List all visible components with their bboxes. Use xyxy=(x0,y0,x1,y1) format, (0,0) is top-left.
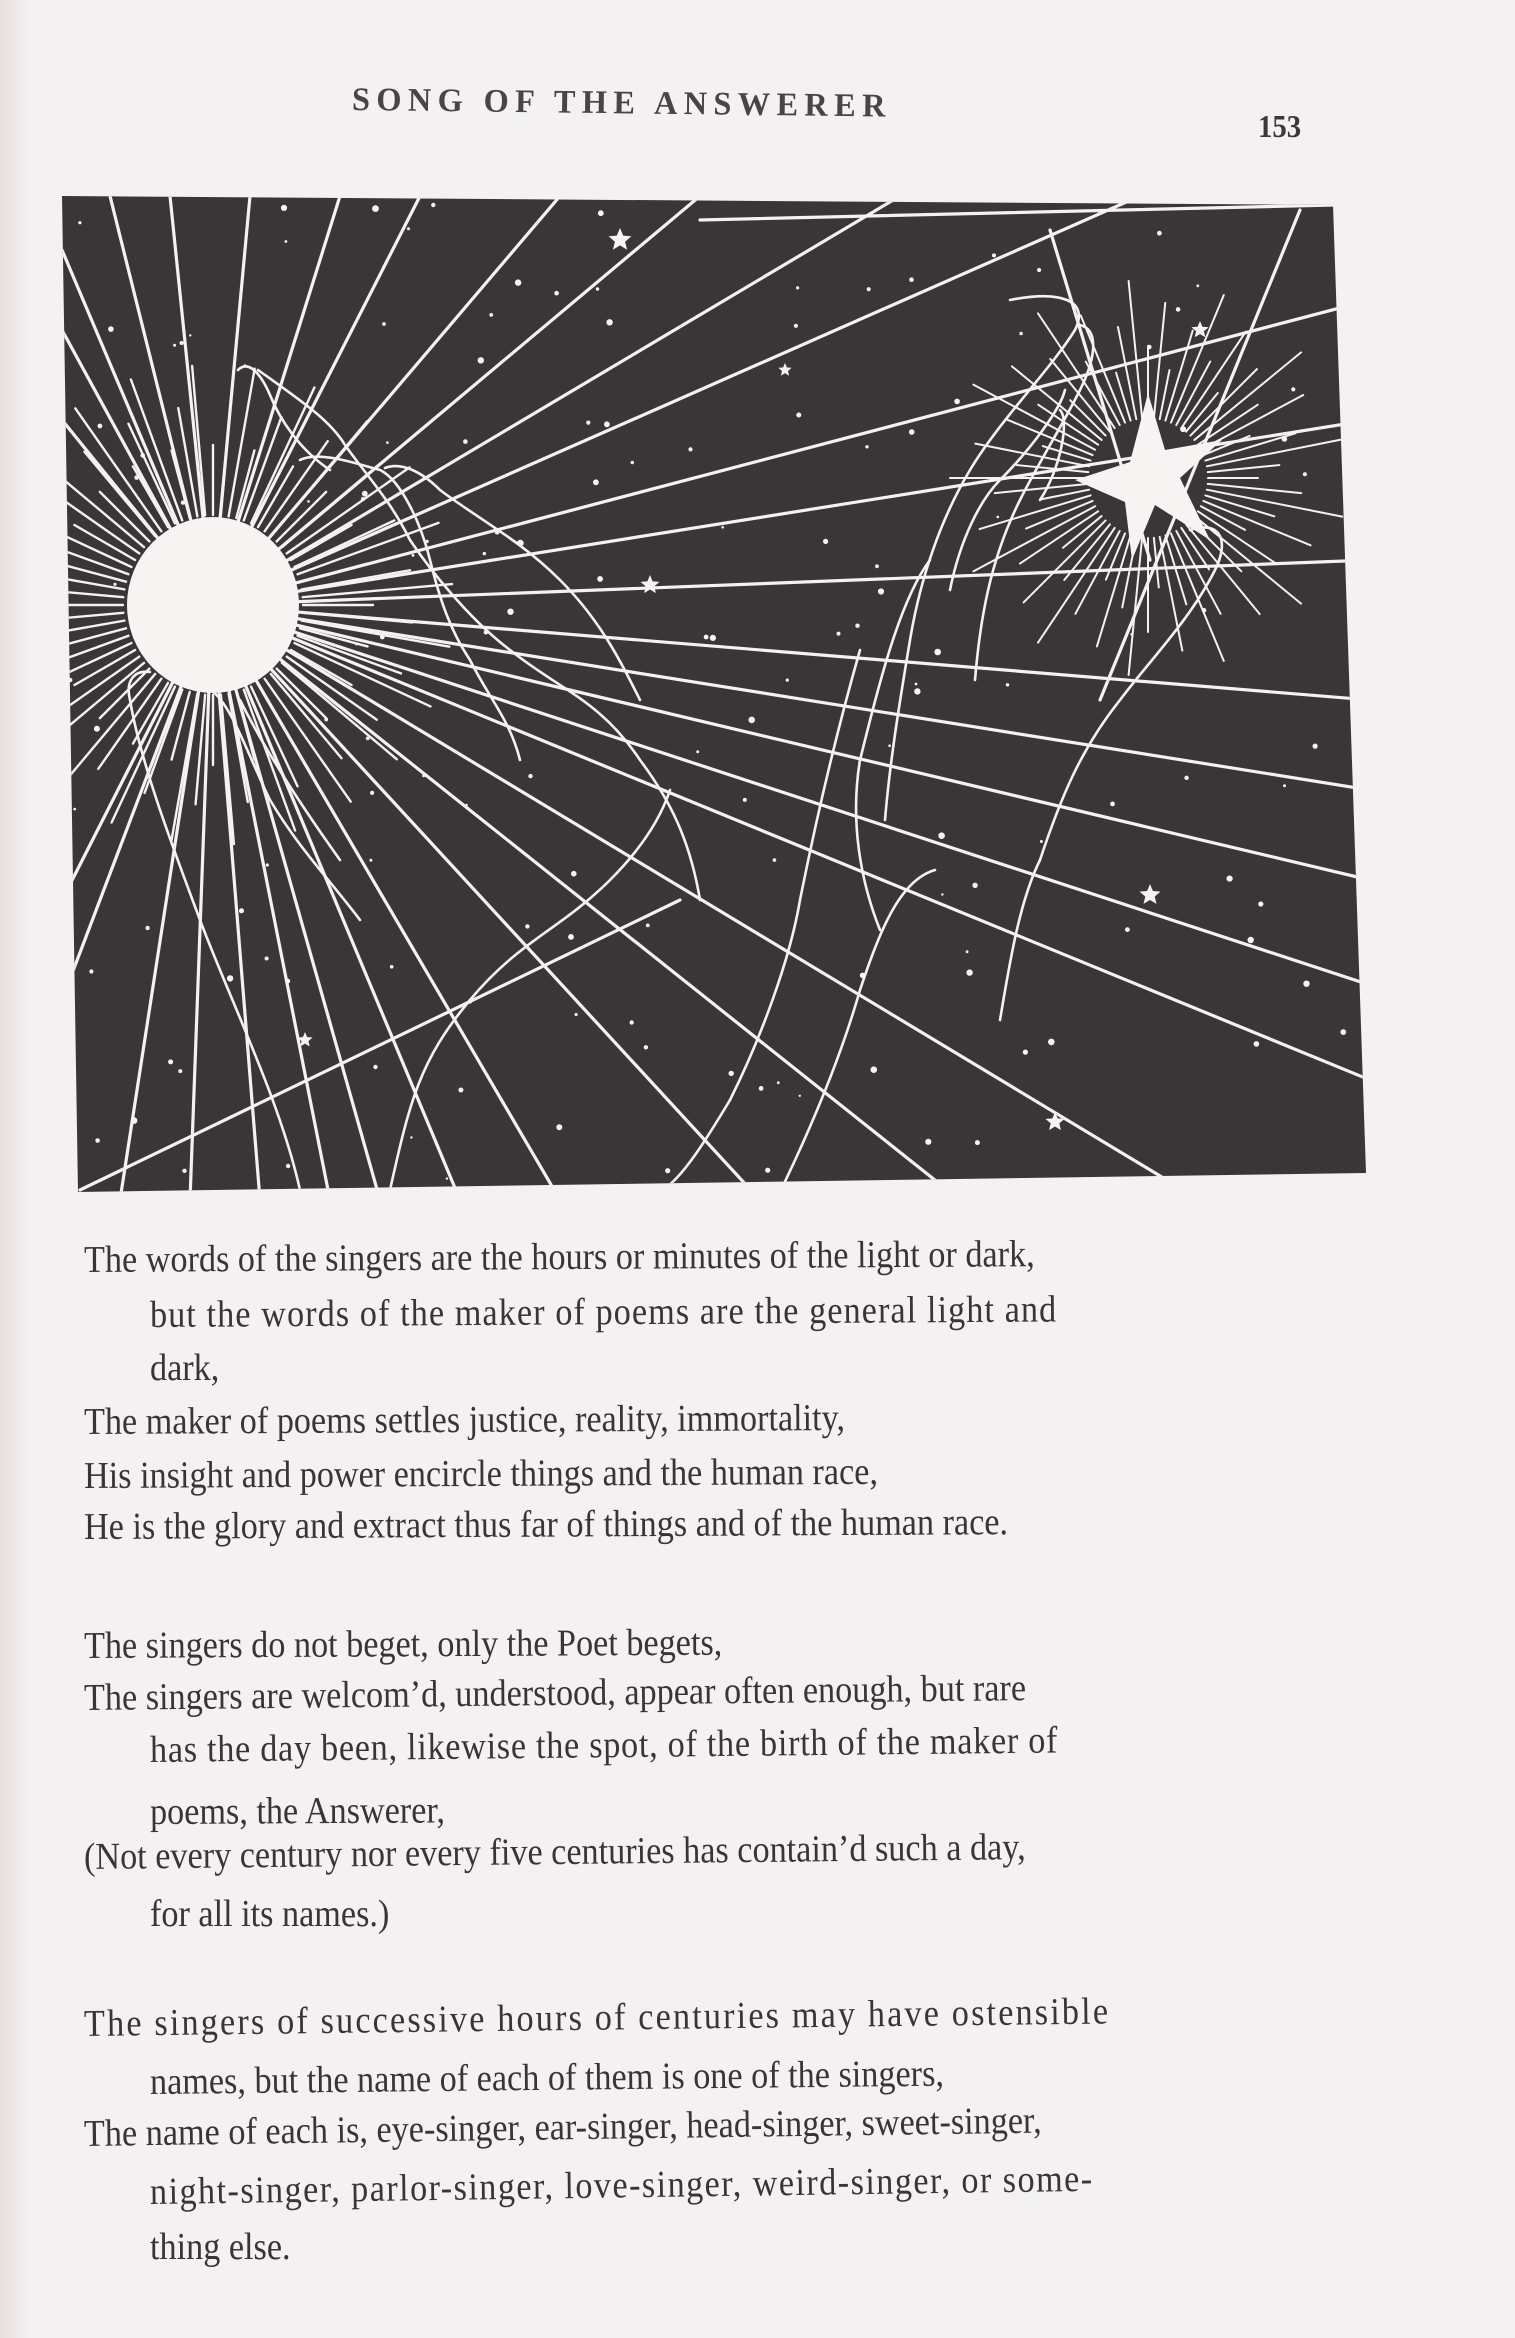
left-hand-outline xyxy=(129,366,700,1190)
page-edge-shadow xyxy=(0,0,28,2338)
poem-line: night-singer, parlor-singer, love-singer, weird-singer, or some- xyxy=(149,2157,1094,2213)
poem-line: (Not every century nor every five centuries has contain’d such a day, xyxy=(83,1826,1026,1878)
sun xyxy=(127,517,299,693)
poem-line: The name of each is, eye-singer, ear-singer, head-singer, sweet-singer, xyxy=(83,2099,1042,2155)
poem-line: His insight and power encircle things and the human race, xyxy=(83,1450,879,1497)
poem-line: thing else. xyxy=(150,2226,291,2268)
running-title: SONG OF THE ANSWERER xyxy=(351,82,893,125)
star-burst-rays xyxy=(950,281,1342,675)
page-number: 153 xyxy=(1258,108,1302,144)
poem-line: The maker of poems settles justice, reality, immortality, xyxy=(83,1397,846,1443)
illustration-frame xyxy=(62,196,1366,1192)
poem-line: He is the glory and extract thus far of things and of the human race. xyxy=(83,1501,1009,1548)
poem-line: dark, xyxy=(150,1347,220,1389)
poem-line: has the day been, likewise the spot, of the birth of the maker of xyxy=(149,1719,1059,1771)
poem-line: poems, the Answerer, xyxy=(149,1789,446,1833)
poem-line: The singers do not beget, only the Poet begets, xyxy=(83,1621,723,1667)
small-stars xyxy=(68,203,1346,1180)
right-hand-outline xyxy=(660,296,1222,1192)
bright-star xyxy=(1075,393,1222,560)
poem-line: but the words of the maker of poems are the general light and xyxy=(149,1288,1058,1336)
long-rays xyxy=(62,196,1370,1200)
poem-line: The singers are welcom’d, understood, appear often enough, but rare xyxy=(83,1667,1027,1719)
poem-line: names, but the name of each of them is one of the singers, xyxy=(149,2052,945,2103)
poem-line: for all its names.) xyxy=(150,1893,390,1935)
poem-line: The words of the singers are the hours or minutes of the light or dark, xyxy=(83,1233,1035,1281)
sun-rays xyxy=(0,366,452,844)
poem-line: The singers of successive hours of centuries may have ostensible xyxy=(83,1990,1111,2045)
